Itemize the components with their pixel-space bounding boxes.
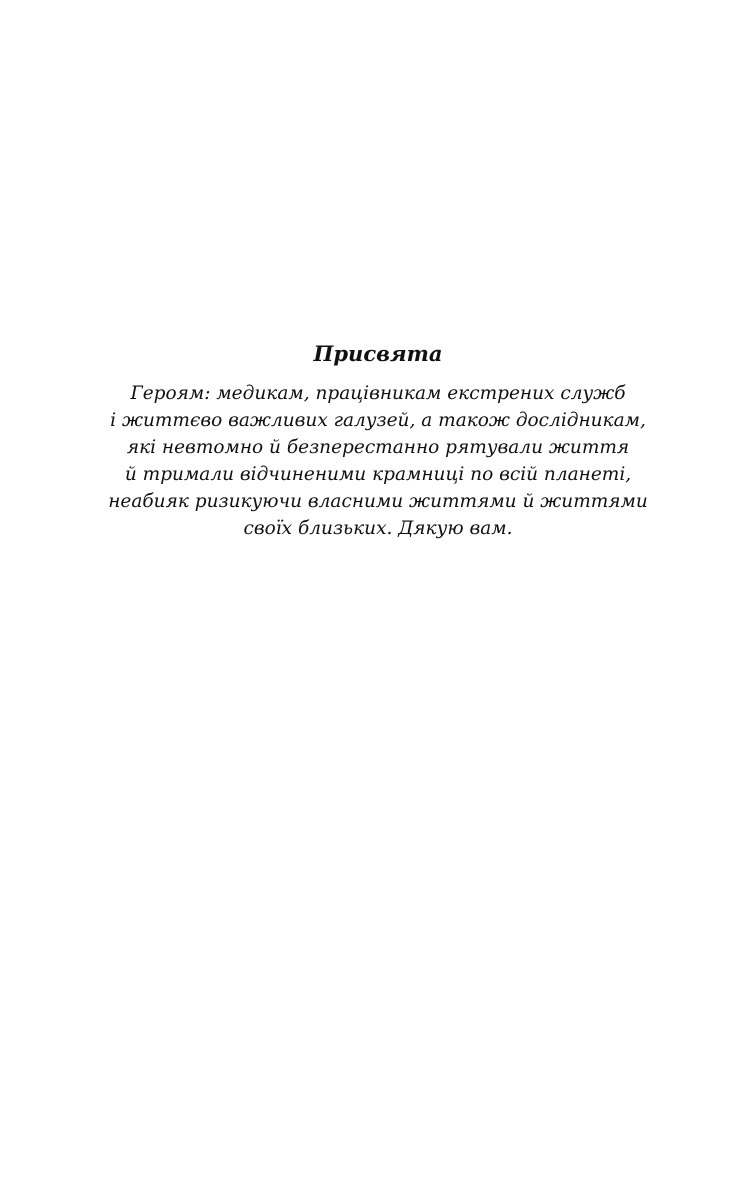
dedication-line: й тримали відчиненими крамниці по всій планеті, xyxy=(124,464,632,485)
dedication-text xyxy=(60,380,696,542)
dedication-block xyxy=(60,338,696,542)
dedication-title: Присвята xyxy=(313,341,443,366)
dedication-line: які невтомно й безперестанно рятували життя xyxy=(126,437,630,458)
dedication-line: і життєво важливих галузей, а також дослідникам, xyxy=(110,410,646,431)
dedication-line: Героям: медикам, працівникам екстрених служб xyxy=(130,383,626,404)
dedication-line: своїх близьких. Дякую вам. xyxy=(243,518,513,539)
dedication-line: неабияк ризикуючи власними життями й життями xyxy=(108,491,648,512)
